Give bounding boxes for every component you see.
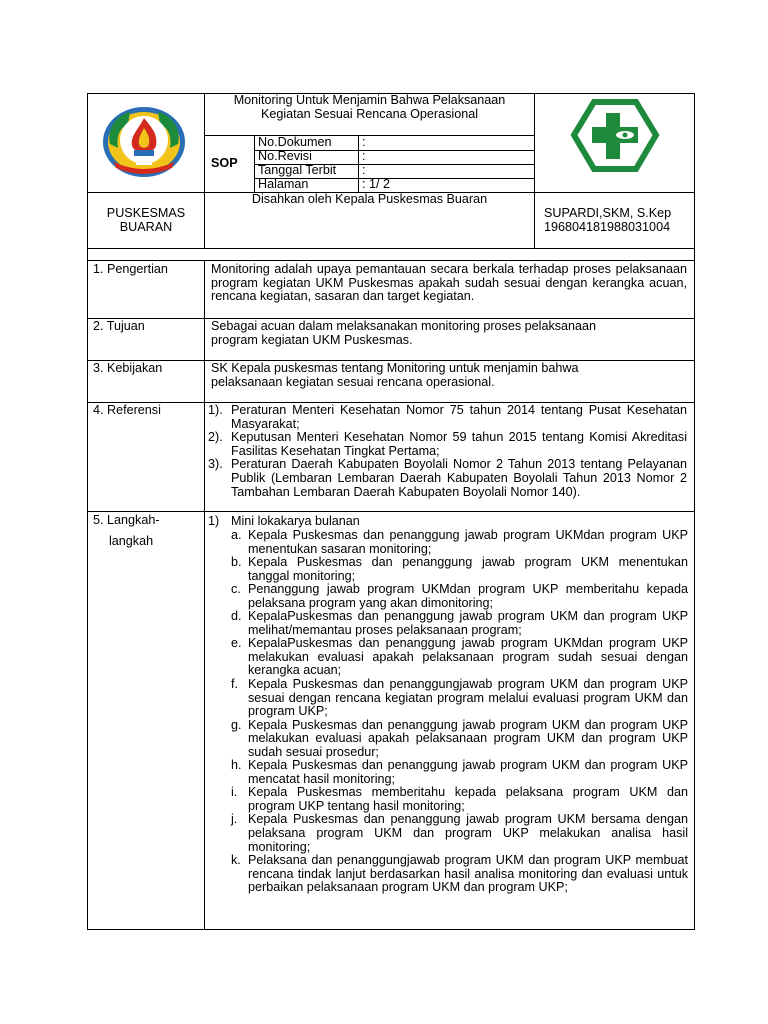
langkah-item-text: Penanggung jawab program UKMdan program UKP memberitahu kepada pelaksana program yang akan dimonitoring; [248, 582, 688, 610]
langkah-item [231, 678, 688, 719]
referensi-item-marker: 2). [208, 430, 223, 445]
langkah-item-text: Kepala Puskesmas dan penanggungjawab program UKM dan program UKP sesuai dengan rencana kegiatan program melalui evaluasi program UKM dan program UKP; [248, 677, 688, 719]
section-label-referensi: 4. Referensi [93, 403, 161, 417]
langkah-item-marker: d. [231, 609, 242, 624]
langkah-item [231, 610, 688, 637]
referensi-item-text: Peraturan Daerah Kabupaten Boyolali Nomor 2 Tahun 2013 tentang Pelayanan Publik (Lembaran Lembaran Daerah Kabupaten Boyolali Tahun 2013 Nomor 2 Tambahan Lembaran Daerah Kabupaten Boyolali Nomor 140). [231, 457, 687, 499]
signer-name: SUPARDI,SKM, S.Kep [544, 206, 672, 220]
sop-label: SOP [211, 156, 238, 170]
doc-field-value-no-revisi: : [362, 149, 366, 163]
langkah-item [231, 556, 688, 583]
langkah-item [231, 719, 688, 760]
langkah-item-text: Kepala Puskesmas dan penanggung jawab program UKM dan program UKP mencatat hasil monitoring; [248, 758, 688, 786]
referensi-list [208, 404, 687, 499]
section-label-tujuan: 2. Tujuan [93, 319, 145, 333]
langkah-item-text: Kepala Puskesmas dan penanggung jawab program UKM menentukan tanggal monitoring; [248, 555, 688, 583]
langkah-item-text: Kepala Puskesmas dan penanggung jawab program UKMdan program UKP menentukan sasaran monitoring; [248, 528, 688, 556]
doc-field-label-halaman: Halaman [258, 177, 309, 191]
langkah-item-marker: a. [231, 528, 242, 542]
langkah-item-text: KepalaPuskesmas dan penanggung jawab program UKM dan program UKP melihat/memantau proses pelaksanaan program; [248, 609, 688, 637]
doc-field-value-halaman: : 1/ 2 [362, 177, 391, 191]
langkah-item [231, 854, 688, 895]
langkah-item-marker: h. [231, 758, 242, 773]
approval-text: Disahkan oleh Kepala Puskesmas Buaran [251, 192, 488, 206]
langkah-item-marker: c. [231, 582, 241, 597]
langkah-item-text: Kepala Puskesmas memberitahu kepada pelaksana program UKM dan program UKP tentang hasil monitoring; [248, 785, 688, 813]
langkah-item [231, 759, 688, 786]
section-label-langkah-line-2: langkah [109, 534, 154, 548]
referensi-item-text: Keputusan Menteri Kesehatan Nomor 59 tahun 2015 tentang Komisi Akreditasi Fasilitas Kesehatan Tingkat Pertama; [231, 430, 687, 458]
langkah-item [231, 529, 688, 556]
step-1-title: Mini lokakarya bulanan [231, 514, 360, 528]
section-label-pengertian: 1. Pengertian [93, 262, 168, 276]
langkah-item-marker: k. [231, 853, 241, 868]
section-label-langkah-line-1: 5. Langkah- [93, 513, 160, 527]
section-label-kebijakan: 3. Kebijakan [93, 361, 163, 375]
doc-field-label-tanggal-terbit: Tanggal Terbit [258, 163, 337, 177]
langkah-item [231, 813, 688, 854]
doc-field-value-no-dokumen: : [362, 135, 366, 149]
langkah-item [231, 637, 688, 678]
referensi-item-marker: 1). [208, 403, 223, 417]
langkah-item-marker: b. [231, 555, 242, 570]
doc-field-label-no-revisi: No.Revisi [258, 149, 312, 163]
step-1-marker: 1) [208, 514, 220, 528]
langkah-item [231, 583, 688, 610]
regency-emblem-logo [100, 104, 188, 180]
section-text-tujuan-line-2: program kegiatan UKM Puskesmas. [211, 333, 413, 347]
section-text-tujuan-line-1: Sebagai acuan dalam melaksanakan monitoring proses pelaksanaan [211, 319, 597, 333]
langkah-item-marker: i. [231, 785, 238, 800]
section-text-kebijakan-line-2: pelaksanaan kegiatan sesuai rencana operasional. [211, 375, 495, 389]
referensi-item-text: Peraturan Menteri Kesehatan Nomor 75 tahun 2014 tentang Pusat Kesehatan Masyarakat; [231, 403, 687, 431]
referensi-item-marker: 3). [208, 457, 223, 472]
langkah-item-marker: j. [231, 812, 238, 827]
org-name-line-1: PUSKESMAS [106, 206, 186, 220]
referensi-item [208, 431, 687, 458]
referensi-item [208, 458, 687, 499]
referensi-item [208, 404, 687, 431]
section-text-pengertian: Monitoring adalah upaya pemantauan secara berkala terhadap proses pelaksanaan program kegiatan UKM Puskesmas apakah sudah sesuai dengan kerangka acuan, rencana kegiatan, sasaran dan target kegiatan. [211, 262, 687, 304]
langkah-item-marker: g. [231, 717, 242, 732]
document-title-line-2: Kegiatan Sesuai Rencana Operasional [260, 107, 479, 121]
document-title-line-1: Monitoring Untuk Menjamin Bahwa Pelaksanaan [233, 93, 506, 107]
doc-field-value-tanggal-terbit: : [362, 163, 366, 177]
langkah-item-text: KepalaPuskesmas dan penanggung jawab program UKMdan program UKP melakukan evaluasi apakah pelaksanaan program sudah sesuai dengan kerangka acuan; [248, 636, 688, 678]
langkah-item-marker: f. [231, 677, 238, 692]
section-text-kebijakan-line-1: SK Kepala puskesmas tentang Monitoring untuk menjamin bahwa [211, 361, 579, 375]
langkah-item-text: Kepala Puskesmas dan penanggung jawab program UKM bersama dengan pelaksana program UKM dan program UKP melakukan analisa hasil monitoring; [248, 812, 688, 854]
signer-nip: 196804181988031004 [544, 220, 671, 234]
langkah-item [231, 786, 688, 813]
langkah-item-text: Kepala Puskesmas dan penanggung jawab program UKM dan program UKP melakukan evaluasi apakah pelaksanaan program UKM dan program UKP sudah sesuai prosedur; [248, 717, 688, 759]
puskesmas-logo [570, 98, 660, 173]
doc-field-label-no-dokumen: No.Dokumen [258, 135, 332, 149]
org-name-line-2: BUARAN [119, 220, 173, 234]
langkah-list [231, 529, 688, 895]
langkah-item-text: Pelaksana dan penanggungjawab program UKM dan program UKP membuat rencana tindak lanjut berdasarkan hasil analisa monitoring dan evaluasi untuk perbaikan pelaksanaan program UKM dan program UKP; [248, 853, 688, 895]
langkah-item-marker: e. [231, 636, 242, 651]
